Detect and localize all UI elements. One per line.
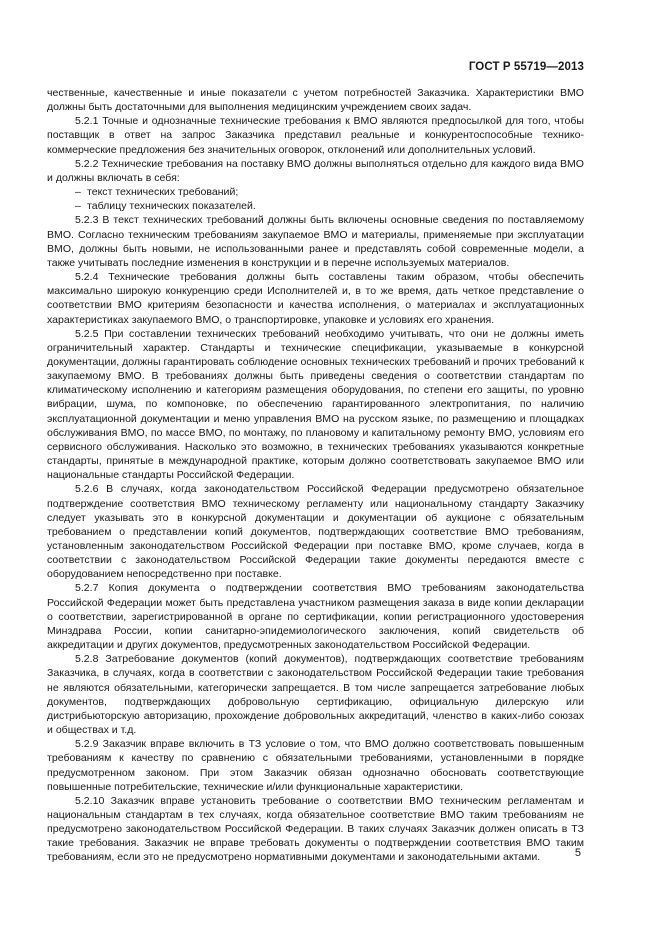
dash-marker: –: [75, 186, 81, 199]
list-item: [47, 185, 584, 199]
paragraph: чественные, качественные и иные показатели с учетом потребностей Заказчика. Характеристики ВМО должны быть достаточными для выполнения медицинским учреждением своих задач.: [47, 87, 584, 114]
list-item-text: таблицу технических показателей.: [87, 200, 256, 213]
clause-5-2-5: 5.2.5 При составлении технических требований необходимо учитывать, что они не должны иметь ограничительный характер. Стандарты и технические спецификации, указываемые в конкурсной документации, должны гарантировать соблюдение основных технических требований и прочих требований к закупаемому ВМО. В требованиях должны быть приведены сведения о соответствии стандартам по климатическому исполнению и категориям размещения оборудования, по степени его защиты, по уровню вибрации, шума, по компоновке, по обеспечению гарантированного электропитания, по наличию эксплуатационной документации и меню управления ВМО на русском языке, по размещению и площадках обслуживания ВМО, по массе ВМО, по монтажу, по плановому и капитальному ремонту ВМО, условиям его сервисного обслуживания. Насколько это возможно, в технических требованиях указываются конкретные стандарты, принятые в международной практике, которым должно соответствовать закупаемое ВМО или национальные стандарты Российской Федерации.: [47, 327, 584, 482]
clause-5-2-1: 5.2.1 Точные и однозначные технические требования к ВМО являются предпосылкой для того, чтобы поставщик в ответ на запрос Заказчика представил реальные и конкурентоспособные технико-коммерческие предложения без значительных оговорок, отклонений или дополнительных условий.: [47, 115, 584, 156]
clause-5-2-2: 5.2.2 Технические требования на поставку ВМО должны выполняться отдельно для каждого вида ВМО и должны включать в себя:: [47, 157, 584, 184]
document-body: [47, 86, 584, 865]
list-item: [47, 199, 584, 213]
clause-5-2-7: 5.2.7 Копия документа о подтверждении соответствия ВМО требованиям законодательства Российской Федерации может быть представлена участником размещения заказа в виде копии декларации о соответствии, зарегистрированной в органе по сертификации, копии регистрационного удостоверения Минздрава России, копии санитарно-эпидемиологического заключения, копий свидетельств об аккредитации и других документов, предусмотренных законодательством Российской Федерации.: [47, 582, 584, 652]
dash-marker: –: [75, 200, 81, 213]
clause-5-2-10: 5.2.10 Заказчик вправе установить требование о соответствии ВМО техническим регламентам и национальным стандартам в тех случаях, когда обязательное соответствие ВМО таким требованиям не предусмотрено законодательством Российской Федерации. В таких случаях Заказчик должен описать в ТЗ такие требования. Заказчик не вправе требовать документы о подтверждении соответствия ВМО таким требованиям, если это не предусмотрено нормативными документами и законодательными актами.: [47, 794, 584, 864]
clause-5-2-9: 5.2.9 Заказчик вправе включить в ТЗ условие о том, что ВМО должно соответствовать повышенным требованиям к качеству по сравнению с обязательными требованиями, установленными в порядке предусмотренном законом. При этом Заказчик обязан однозначно обосновать соответствующие повышенные потребительские, технические и/или функциональные характеристики.: [47, 738, 584, 793]
page-number: 5: [574, 847, 581, 859]
clause-5-2-4: 5.2.4 Технические требования должны быть составлены таким образом, чтобы обеспечить максимально широкую конкуренцию среди Исполнителей и, в то же время, дать четкое представление о соответствии ВМО критериям безопасности и качества исполнения, о материалах и эксплуатационных характеристиках закупаемого ВМО, о транспортировке, упаковке и условиях его хранения.: [47, 271, 584, 326]
list-item-text: текст технических требований;: [87, 186, 239, 199]
clause-5-2-3: 5.2.3 В текст технических требований должны быть включены основные сведения по поставляемому ВМО. Согласно техническим требованиям закупаемое ВМО и материалы, применяемые при эксплуатации ВМО, должны быть новыми, не использованными ранее и представлять собой современные модели, а также учитывать последние изменения в конструкции и в перечне используемых материалов.: [47, 214, 584, 269]
clause-5-2-8: 5.2.8 Затребование документов (копий документов), подтверждающих соответствие требованиям Заказчика, в случаях, когда в соответствии с законодательством Российской Федерации такие требования не являются обязательными, категорически запрещается. В том числе запрещается затребование любых документов, подтверждающих добровольную сертификацию, официальную дилерскую или дистрибьюторскую авторизацию, прохождение добровольных аккредитаций, членство в каких-либо союзах и обществах и т.д.: [47, 653, 584, 737]
standard-designation: ГОСТ Р 55719—2013: [468, 61, 584, 73]
clause-5-2-6: 5.2.6 В случаях, когда законодательством Российской Федерации предусмотрено обязательное подтверждение соответствия ВМО техническому регламенту или национальному стандарту Заказчику следует указывать это в конкурсной документации и документации об аукционе с обязательным требованием о представлении копий документов, подтверждающих соответствие ВМО требованиям, установленным законодательством Российской Федерации при поставке ВМО, кроме случаев, когда в соответствии с законодательством Российской Федерации такие документы передаются вместе с оборудованием непосредственно при поставке.: [47, 483, 584, 581]
